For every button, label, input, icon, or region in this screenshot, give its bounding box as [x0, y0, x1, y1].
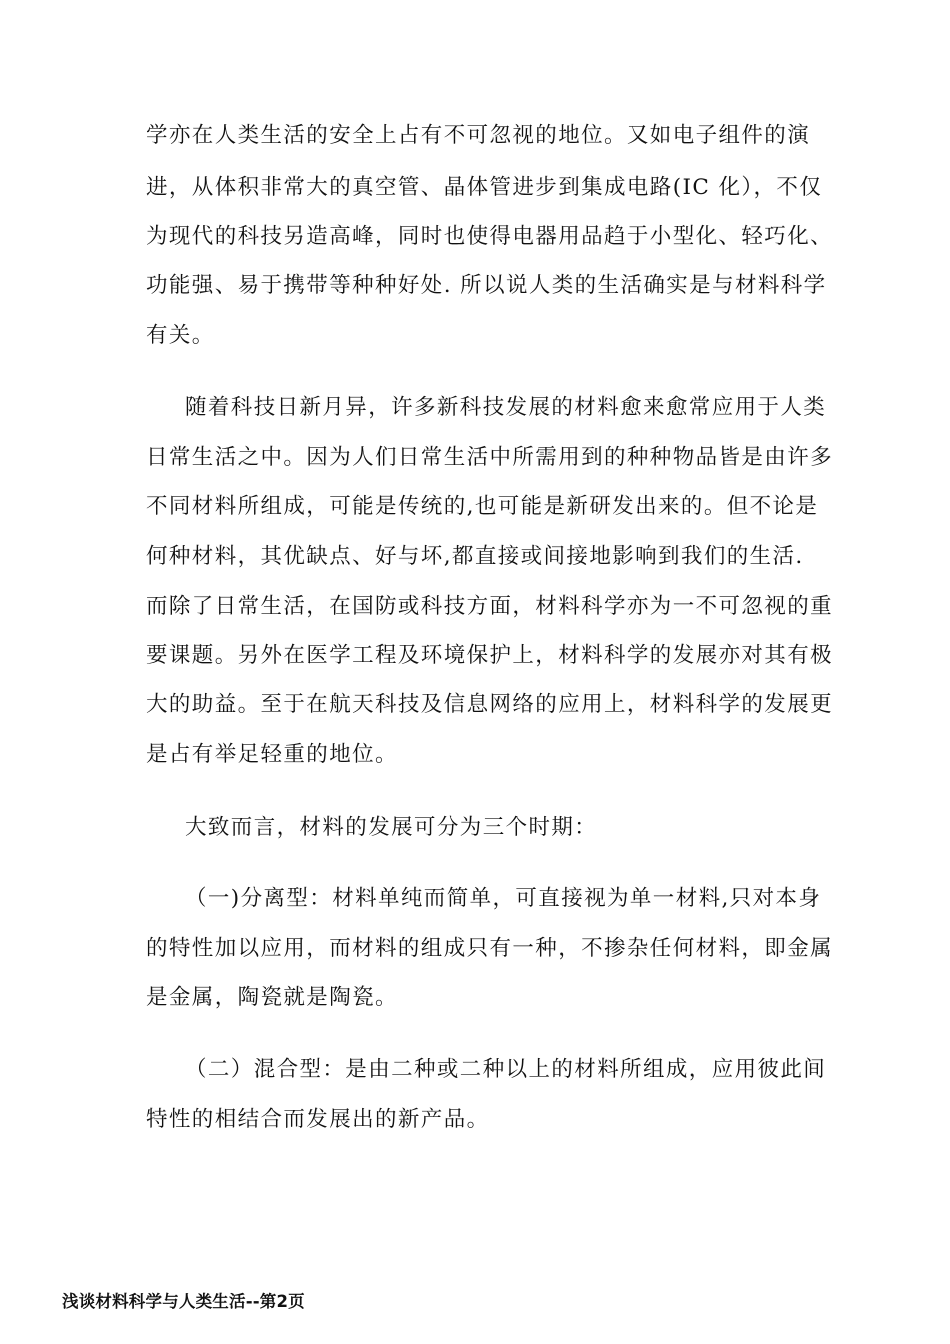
paragraph-line: 大的助益。至于在航天科技及信息网络的应用上，材料科学的发展更 [146, 692, 834, 717]
paragraph-line: 学亦在人类生活的安全上占有不可忽视的地位。又如电子组件的演 [146, 123, 811, 148]
page-footer: 浅谈材料科学与人类生活--第2页 [62, 1292, 305, 1311]
paragraph-line: 是金属，陶瓷就是陶瓷。 [146, 985, 398, 1010]
paragraph-line: 有关。 [146, 323, 215, 348]
paragraph-line: （一)分离型：材料单纯而简单，可直接视为单一材料,只对本身 [185, 886, 822, 911]
paragraph-line: （二）混合型：是由二种或二种以上的材料所组成，应用彼此间 [185, 1057, 827, 1082]
paragraph-line: 随着科技日新月异，许多新科技发展的材料愈来愈常应用于人类 [185, 395, 827, 420]
paragraph-line: 不同材料所组成，可能是传统的,也可能是新研发出来的。但不论是 [146, 494, 819, 519]
paragraph-line: 大致而言，材料的发展可分为三个时期： [185, 815, 598, 840]
paragraph-line: 何种材料，其优缺点、好与坏,都直接或间接地影响到我们的生活. [146, 544, 804, 569]
paragraph-line: 要课题。另外在医学工程及环境保护上，材料科学的发展亦对其有极 [146, 643, 834, 668]
paragraph-line: 的特性加以应用，而材料的组成只有一种，不掺杂任何材料，即金属 [146, 936, 834, 961]
paragraph-line: 日常生活之中。因为人们日常生活中所需用到的种种物品皆是由许多 [146, 445, 834, 470]
paragraph-line: 功能强、易于携带等种种好处. 所以说人类的生活确实是与材料科学 [146, 273, 827, 298]
paragraph-line: 而除了日常生活，在国防或科技方面，材料科学亦为一不可忽视的重 [146, 594, 834, 619]
paragraph-line: 为现代的科技另造高峰，同时也使得电器用品趋于小型化、轻巧化、 [146, 224, 834, 249]
paragraph-line: 特性的相结合而发展出的新产品。 [146, 1107, 490, 1132]
paragraph-line: 是占有举足轻重的地位。 [146, 742, 398, 767]
paragraph-line: 进，从体积非常大的真空管、晶体管进步到集成电路(IC 化），不仅 [146, 175, 823, 200]
